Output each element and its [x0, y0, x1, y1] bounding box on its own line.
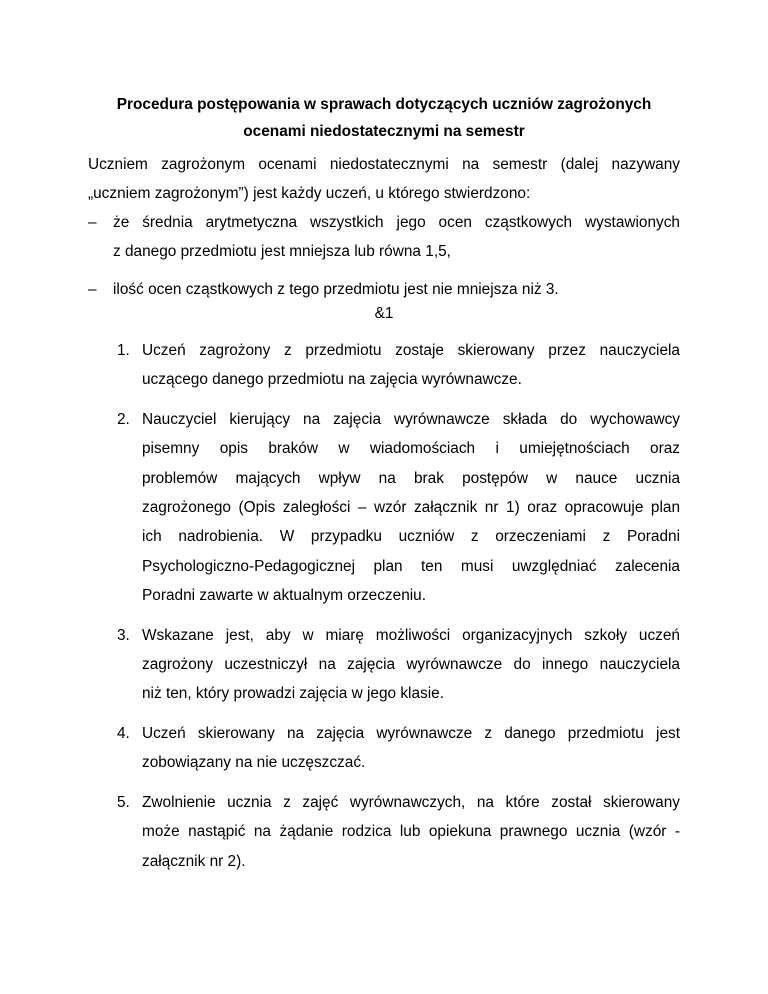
point-line: Uczeń zagrożony z przedmiotu zostaje skierowany przez nauczyciela	[142, 342, 680, 359]
point-number: 1.	[117, 342, 130, 359]
intro-line-1: Uczniem zagrożonym ocenami niedostatecznymi na semestr (dalej nazywany	[88, 156, 680, 173]
intro-line-2: „uczniem zagrożonym”) jest każdy uczeń, u którego stwierdzono:	[88, 185, 531, 202]
point-line: Wskazane jest, aby w miarę możliwości organizacyjnych szkoły uczeń	[142, 626, 680, 644]
point-line: zobowiązany na nie uczęszczać.	[142, 754, 366, 772]
dash-marker: –	[88, 214, 97, 231]
intro-paragraph	[88, 150, 680, 208]
point-line: ich nadrobienia. W przypadku uczniów z orzeczeniami z Poradni	[142, 528, 680, 546]
point-line: niż ten, który prowadzi zajęcia w jego klasie.	[142, 685, 444, 703]
point-number: 5.	[117, 793, 130, 811]
point-line: problemów mających wpływ na brak postępów w nauce ucznia	[142, 469, 680, 487]
point-item	[117, 621, 680, 709]
point-line: zagrożony uczestniczył na zajęcia wyrównawcze do innego nauczyciela	[142, 656, 680, 674]
point-line: może nastąpić na żądanie rodzica lub opiekuna prawnego ucznia (wzór -	[142, 823, 680, 841]
condition-1-line-2: z danego przedmiotu jest mniejsza lub równa 1,5,	[113, 243, 451, 260]
point-line: Nauczyciel kierujący na zajęcia wyrównawcze składa do wychowawcy	[142, 410, 680, 428]
point-line: uczącego danego przedmiotu na zajęcia wyrównawcze.	[142, 371, 522, 389]
point-number: 4.	[117, 724, 130, 742]
point-line: zagrożonego (Opis zaległości – wzór załącznik nr 1) oraz opracowuje plan	[142, 499, 680, 517]
point-line: załącznik nr 2).	[142, 852, 246, 870]
point-item	[117, 336, 680, 395]
point-line: Psychologiczno-Pedagogicznej plan ten musi uwzględniać zalecenia	[142, 557, 680, 575]
numbered-points-list	[117, 336, 680, 886]
point-item	[117, 788, 680, 876]
dash-marker: –	[88, 281, 97, 298]
condition-2-line-1: ilość ocen cząstkowych z tego przedmiotu jest nie mniejsza niż 3.	[113, 281, 559, 298]
point-item	[117, 405, 680, 611]
point-line: Poradni zawarte w aktualnym orzeczeniu.	[142, 587, 427, 605]
conditions-list	[88, 208, 680, 313]
point-line: Zwolnienie ucznia z zajęć wyrównawczych, na które został skierowany	[142, 793, 680, 811]
title-line-2: ocenami niedostatecznymi na semestr	[243, 123, 525, 140]
title-line-1: Procedura postępowania w sprawach dotyczących uczniów zagrożonych	[116, 96, 652, 113]
condition-1-line-1: że średnia arytmetyczna wszystkich jego ocen cząstkowych wystawionych	[113, 214, 680, 231]
point-item	[117, 719, 680, 778]
condition-item	[88, 208, 680, 266]
section-mark: &1	[374, 305, 394, 322]
document-title	[80, 91, 688, 145]
point-line: Uczeń skierowany na zajęcia wyrównawcze z danego przedmiotu jest	[142, 724, 680, 742]
point-number: 3.	[117, 626, 130, 644]
point-number: 2.	[117, 410, 130, 428]
point-line: pisemny opis braków w wiadomościach i umiejętnościach oraz	[142, 440, 680, 458]
